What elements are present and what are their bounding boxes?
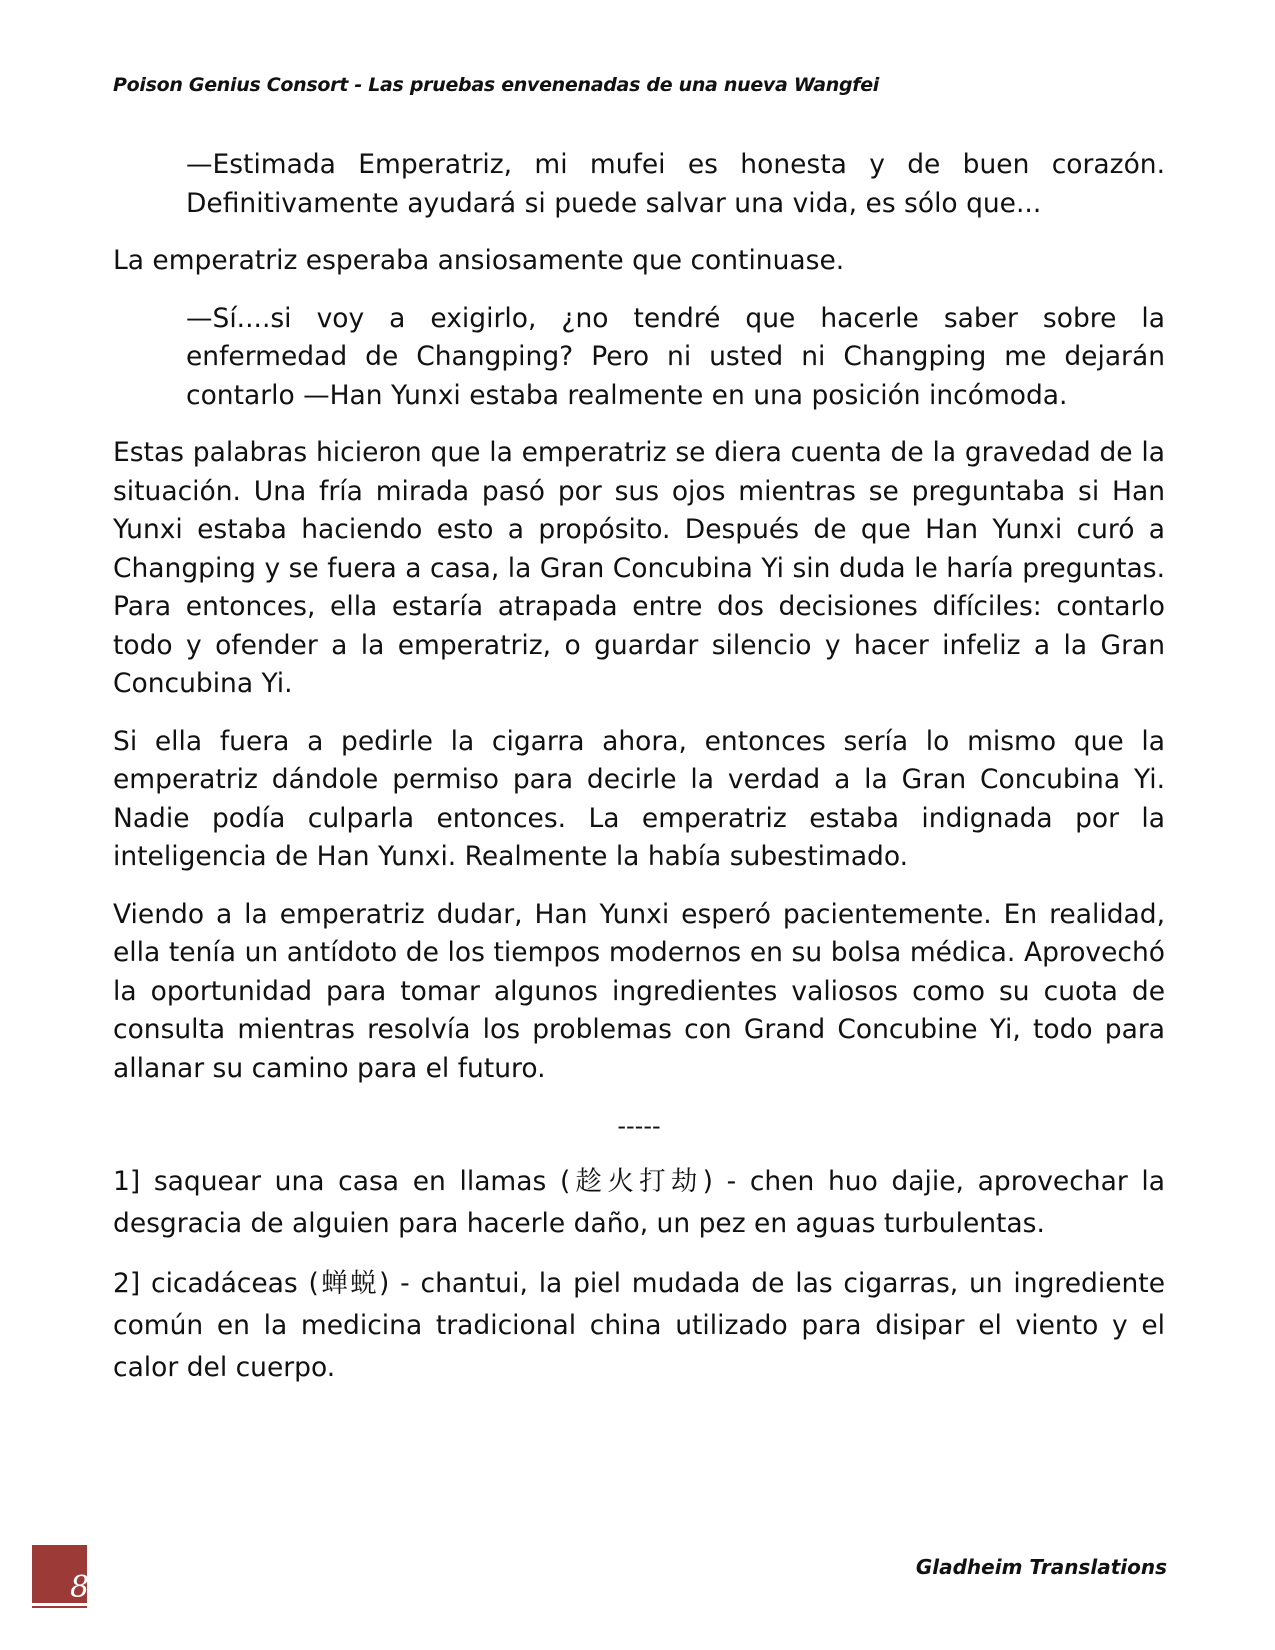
footer-credit: Gladheim Translations — [915, 1555, 1167, 1579]
footnote-1: 1] saquear una casa en llamas (趁火打劫) - chen huo dajie, aprovechar la desgracia de alguien para hacerle daño, un pez en aguas turbulentas. — [113, 1166, 1165, 1239]
dialogue-paragraph: —Estimada Emperatriz, mi mufei es honesta y de buen corazón. Definitivamente ayudará si puede salvar una vida, es sólo que... — [186, 149, 1165, 219]
page-number: 8 — [70, 1570, 90, 1605]
page-body — [113, 146, 1165, 1407]
running-header-title: Poison Genius Consort - Las pruebas envenenadas de una nueva Wangfei — [113, 74, 880, 96]
body-paragraph: Estas palabras hicieron que la emperatriz se diera cuenta de la gravedad de la situación. Una fría mirada pasó por sus ojos mientras se preguntaba si Han Yunxi estaba haciendo esto a propósito. Después de que Han Yunxi curó a Changping y se fuera a casa, la Gran Concubina Yi sin duda le haría preguntas. Para entonces, ella estaría atrapada entre dos decisiones difíciles: contarlo todo y ofender a la emperatriz, o guardar silencio y hacer infeliz a la Gran Concubina Yi. — [113, 437, 1165, 699]
body-paragraph: La emperatriz esperaba ansiosamente que continuase. — [113, 245, 845, 276]
body-paragraph: Si ella fuera a pedirle la cigarra ahora, entonces sería lo mismo que la emperatriz dándole permiso para decirle la verdad a la Gran Concubina Yi. Nadie podía culparla entonces. La emperatriz estaba indignada por la inteligencia de Han Yunxi. Realmente la había subestimado. — [113, 725, 1165, 872]
footnote-2: 2] cicadáceas (蝉蜕) - chantui, la piel mudada de las cigarras, un ingrediente común en la medicina tradicional china utilizado para disipar el viento y el calor del cuerpo. — [113, 1268, 1165, 1383]
section-separator: ----- — [617, 1112, 661, 1140]
dialogue-paragraph: —Sí....si voy a exigirlo, ¿no tendré que hacerle saber sobre la enfermedad de Changping? Pero ni usted ni Changping me dejarán contarlo —Han Yunxi estaba realmente en una posición incómoda. — [186, 302, 1165, 411]
footer-underline — [32, 1606, 87, 1608]
body-paragraph: Viendo a la emperatriz dudar, Han Yunxi esperó pacientemente. En realidad, ella tenía un antídoto de los tiempos modernos en su bolsa médica. Aprovechó la oportunidad para tomar algunos ingredientes valiosos como su cuota de consulta mientras resolvía los problemas con Grand Concubine Yi, todo para allanar su camino para el futuro. — [113, 898, 1165, 1084]
